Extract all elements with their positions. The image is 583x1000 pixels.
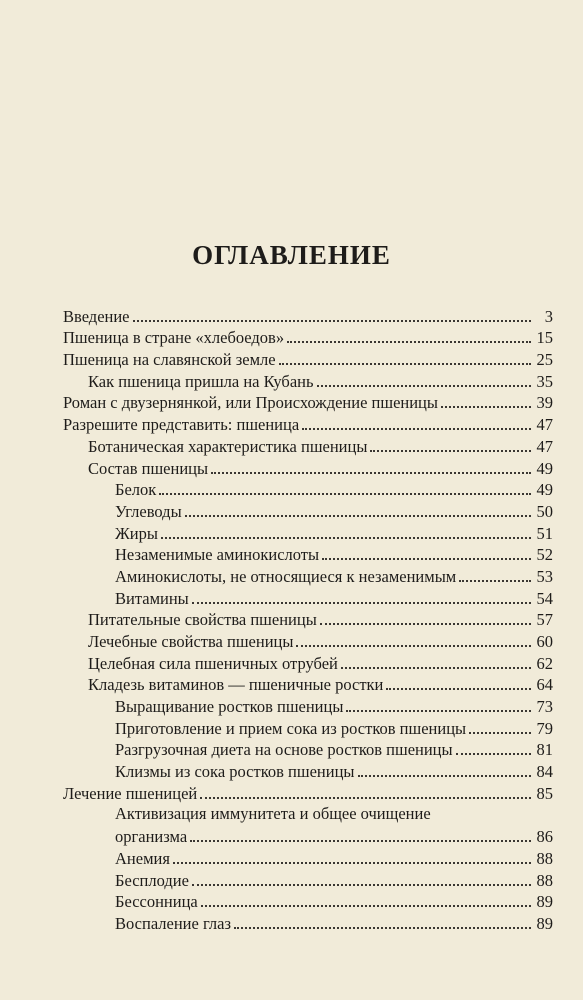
toc-entry-title: Бессонница bbox=[115, 892, 198, 912]
toc-page-number: 52 bbox=[536, 545, 553, 565]
toc-entry-title: Незаменимые аминокислоты bbox=[115, 545, 320, 565]
dot-leader bbox=[358, 775, 532, 777]
toc-entry-title: Кладезь витаминов — пшеничные ростки bbox=[88, 675, 384, 695]
toc-page-number: 86 bbox=[536, 827, 553, 847]
toc-page-number: 73 bbox=[536, 697, 553, 717]
dot-leader bbox=[190, 840, 531, 842]
toc-entry-title: Разрешите представить: пшеница bbox=[63, 415, 300, 435]
toc-entry bbox=[0, 674, 583, 696]
toc-page-number: 50 bbox=[536, 501, 553, 521]
dot-leader bbox=[279, 363, 531, 365]
toc-entry bbox=[0, 522, 583, 544]
toc-entry bbox=[0, 500, 583, 522]
toc-page-number: 64 bbox=[536, 675, 553, 695]
toc-entry-title: Разгрузочная диета на основе ростков пшеницы bbox=[115, 740, 453, 760]
toc-entry-title: Лечебные свойства пшеницы bbox=[88, 632, 294, 651]
toc-entry bbox=[0, 847, 583, 869]
toc-entry-title: Как пшеница пришла на Кубань bbox=[88, 371, 314, 391]
dot-leader bbox=[386, 688, 531, 690]
toc-page-number: 53 bbox=[536, 566, 553, 586]
toc-entry-title: Клизмы из сока ростков пшеницы bbox=[115, 762, 355, 782]
toc-entry-title: Питательные свойства пшеницы bbox=[88, 610, 317, 630]
toc-entry-title: Введение bbox=[63, 306, 130, 326]
dot-leader bbox=[173, 862, 531, 864]
toc-page-number: 51 bbox=[536, 523, 553, 543]
toc-entry-title: Пшеница в стране «хлебоедов» bbox=[63, 328, 285, 348]
toc-entry-title: Жиры bbox=[115, 523, 158, 543]
toc-entry bbox=[0, 869, 583, 891]
dot-leader bbox=[192, 884, 531, 886]
toc-entry bbox=[0, 327, 583, 349]
toc-entry-title: Аминокислоты, не относящиеся к незаменимым bbox=[115, 566, 457, 586]
dot-leader bbox=[185, 515, 531, 517]
toc-entry bbox=[0, 891, 583, 913]
toc-entry-title: Выращивание ростков пшеницы bbox=[115, 697, 344, 717]
toc-entry bbox=[0, 717, 583, 739]
dot-leader bbox=[459, 580, 531, 582]
toc-page-number: 79 bbox=[536, 718, 553, 738]
table-of-contents bbox=[0, 305, 583, 934]
toc-entry bbox=[0, 695, 583, 717]
toc-entry bbox=[0, 652, 583, 674]
toc-entry-title: Бесплодие bbox=[115, 870, 189, 890]
toc-page-number: 57 bbox=[536, 610, 553, 630]
toc-entry bbox=[0, 804, 583, 847]
toc-entry bbox=[0, 782, 583, 804]
toc-entry bbox=[0, 565, 583, 587]
dot-leader bbox=[322, 558, 531, 560]
toc-entry-title: Пшеница на славянской земле bbox=[63, 350, 276, 370]
dot-leader bbox=[200, 797, 531, 799]
dot-leader bbox=[302, 428, 531, 430]
dot-leader bbox=[317, 385, 532, 387]
dot-leader bbox=[133, 320, 531, 322]
toc-page-number: 89 bbox=[536, 892, 553, 912]
toc-entry bbox=[0, 544, 583, 566]
toc-entry bbox=[0, 479, 583, 501]
toc-entry bbox=[0, 739, 583, 761]
dot-leader bbox=[159, 493, 531, 495]
dot-leader bbox=[161, 537, 531, 539]
dot-leader bbox=[201, 905, 531, 907]
toc-page-number: 35 bbox=[536, 371, 553, 391]
toc-page-number: 3 bbox=[544, 306, 553, 326]
toc-page-number: 47 bbox=[536, 436, 553, 456]
toc-page-number: 89 bbox=[536, 913, 553, 933]
toc-entry bbox=[0, 305, 583, 327]
toc-page-number: 85 bbox=[536, 783, 553, 803]
dot-leader bbox=[192, 602, 531, 604]
dot-leader bbox=[320, 623, 531, 625]
toc-entry bbox=[0, 630, 583, 652]
toc-entry-title: Роман с двузернянкой, или Происхождение пшеницы bbox=[63, 393, 438, 413]
dot-leader bbox=[341, 667, 531, 669]
toc-page-number: 47 bbox=[536, 415, 553, 435]
toc-entry bbox=[0, 457, 583, 479]
toc-entry-title: Лечение пшеницей bbox=[63, 783, 198, 803]
toc-entry bbox=[0, 435, 583, 457]
dot-leader bbox=[346, 710, 531, 712]
dot-leader bbox=[456, 753, 531, 755]
toc-entry-title: Витамины bbox=[115, 588, 189, 608]
toc-entry-title: Состав пшеницы bbox=[88, 458, 209, 478]
toc-entry-title: Приготовление и прием сока из ростков пшеницы bbox=[115, 718, 467, 738]
toc-page-number: 39 bbox=[536, 393, 553, 413]
toc-entry-title: Целебная сила пшеничных отрубей bbox=[88, 653, 338, 673]
toc-page-number: 49 bbox=[536, 480, 553, 500]
toc-entry bbox=[0, 370, 583, 392]
toc-page-number: 84 bbox=[536, 762, 553, 782]
dot-leader bbox=[296, 645, 531, 647]
toc-entry-title-line: Активизация иммунитета и общее очищение bbox=[115, 803, 431, 823]
toc-entry bbox=[0, 392, 583, 414]
toc-page-number: 81 bbox=[536, 740, 553, 760]
toc-entry bbox=[0, 760, 583, 782]
toc-page-number: 88 bbox=[536, 848, 553, 868]
toc-entry-title: Ботаническая характеристика пшеницы bbox=[88, 436, 368, 456]
toc-entry-title: Белок bbox=[115, 480, 157, 500]
toc-page-number: 62 bbox=[536, 653, 553, 673]
dot-leader bbox=[370, 450, 531, 452]
dot-leader bbox=[234, 927, 531, 929]
dot-leader bbox=[469, 732, 531, 734]
toc-page-number: 54 bbox=[536, 588, 553, 608]
toc-entry bbox=[0, 912, 583, 934]
toc-page-number: 60 bbox=[536, 632, 553, 651]
dot-leader bbox=[211, 472, 531, 474]
toc-entry bbox=[0, 413, 583, 435]
toc-entry bbox=[0, 587, 583, 609]
toc-page-number: 15 bbox=[536, 328, 553, 348]
toc-entry-title: Углеводы bbox=[115, 501, 182, 521]
dot-leader bbox=[287, 341, 531, 343]
toc-entry-title: Воспаление глаз bbox=[115, 913, 231, 933]
toc-page-number: 88 bbox=[536, 870, 553, 890]
dot-leader bbox=[441, 406, 531, 408]
toc-entry bbox=[0, 609, 583, 631]
toc-entry bbox=[0, 348, 583, 370]
toc-page-number: 25 bbox=[536, 350, 553, 370]
toc-entry-title: Анемия bbox=[115, 848, 170, 868]
toc-page-number: 49 bbox=[536, 458, 553, 478]
toc-entry-title: организма bbox=[115, 827, 188, 847]
page-title: ОГЛАВЛЕНИЕ bbox=[192, 240, 391, 270]
